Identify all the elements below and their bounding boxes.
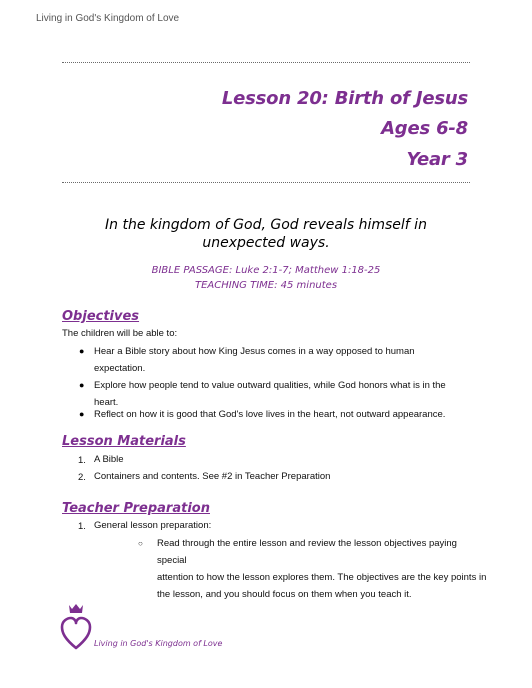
preparation-num-1: 1. (78, 521, 86, 532)
circle-bullet-icon: ○ (138, 539, 143, 548)
theme-line-1: In the kingdom of God, God reveals himself in (105, 217, 427, 233)
materials-num-2: 2. (78, 472, 86, 483)
footer-title: Living in God's Kingdom of Love (94, 639, 223, 648)
bullet-icon: ● (79, 409, 85, 419)
materials-heading: Lesson Materials (62, 434, 186, 449)
materials-num-1: 1. (78, 455, 86, 466)
preparation-item-1: General lesson preparation: (94, 520, 212, 531)
top-divider (62, 62, 470, 63)
lesson-title: Lesson 20: Birth of Jesus (221, 88, 468, 109)
theme-line-2: unexpected ways. (202, 235, 330, 251)
preparation-sub-item-1: Read through the entire lesson and review the lesson objectives paying special attention to how the lesson explores them. The objectives are the key points in the lesson, and you should focus on them when you teach it. (157, 538, 487, 600)
teaching-time: TEACHING TIME: 45 minutes (194, 280, 338, 291)
lesson-theme (62, 216, 470, 252)
objectives-heading: Objectives (62, 309, 140, 324)
crown-heart-logo-icon (60, 602, 92, 652)
lesson-year: Year 3 (406, 149, 468, 170)
running-header: Living in God's Kingdom of Love (36, 13, 180, 24)
objective-item-2: Explore how people tend to value outward qualities, while God honors what is in the heart. (94, 380, 446, 408)
title-divider (62, 182, 470, 183)
bullet-icon: ● (79, 380, 85, 390)
bullet-icon: ● (79, 346, 85, 356)
materials-item-2: Containers and contents. See #2 in Teacher Preparation (94, 471, 331, 482)
objectives-intro: The children will be able to: (62, 328, 178, 339)
bible-passage: BIBLE PASSAGE: Luke 2:1-7; Matthew 1:18-25 (151, 265, 381, 276)
objective-item-1: Hear a Bible story about how King Jesus comes in a way opposed to human expectation. (94, 346, 415, 374)
preparation-heading: Teacher Preparation (62, 501, 210, 516)
materials-item-1: A Bible (94, 454, 124, 465)
objective-item-3: Reflect on how it is good that God's love lives in the heart, not outward appearance. (94, 409, 446, 420)
lesson-ages: Ages 6-8 (381, 118, 468, 139)
